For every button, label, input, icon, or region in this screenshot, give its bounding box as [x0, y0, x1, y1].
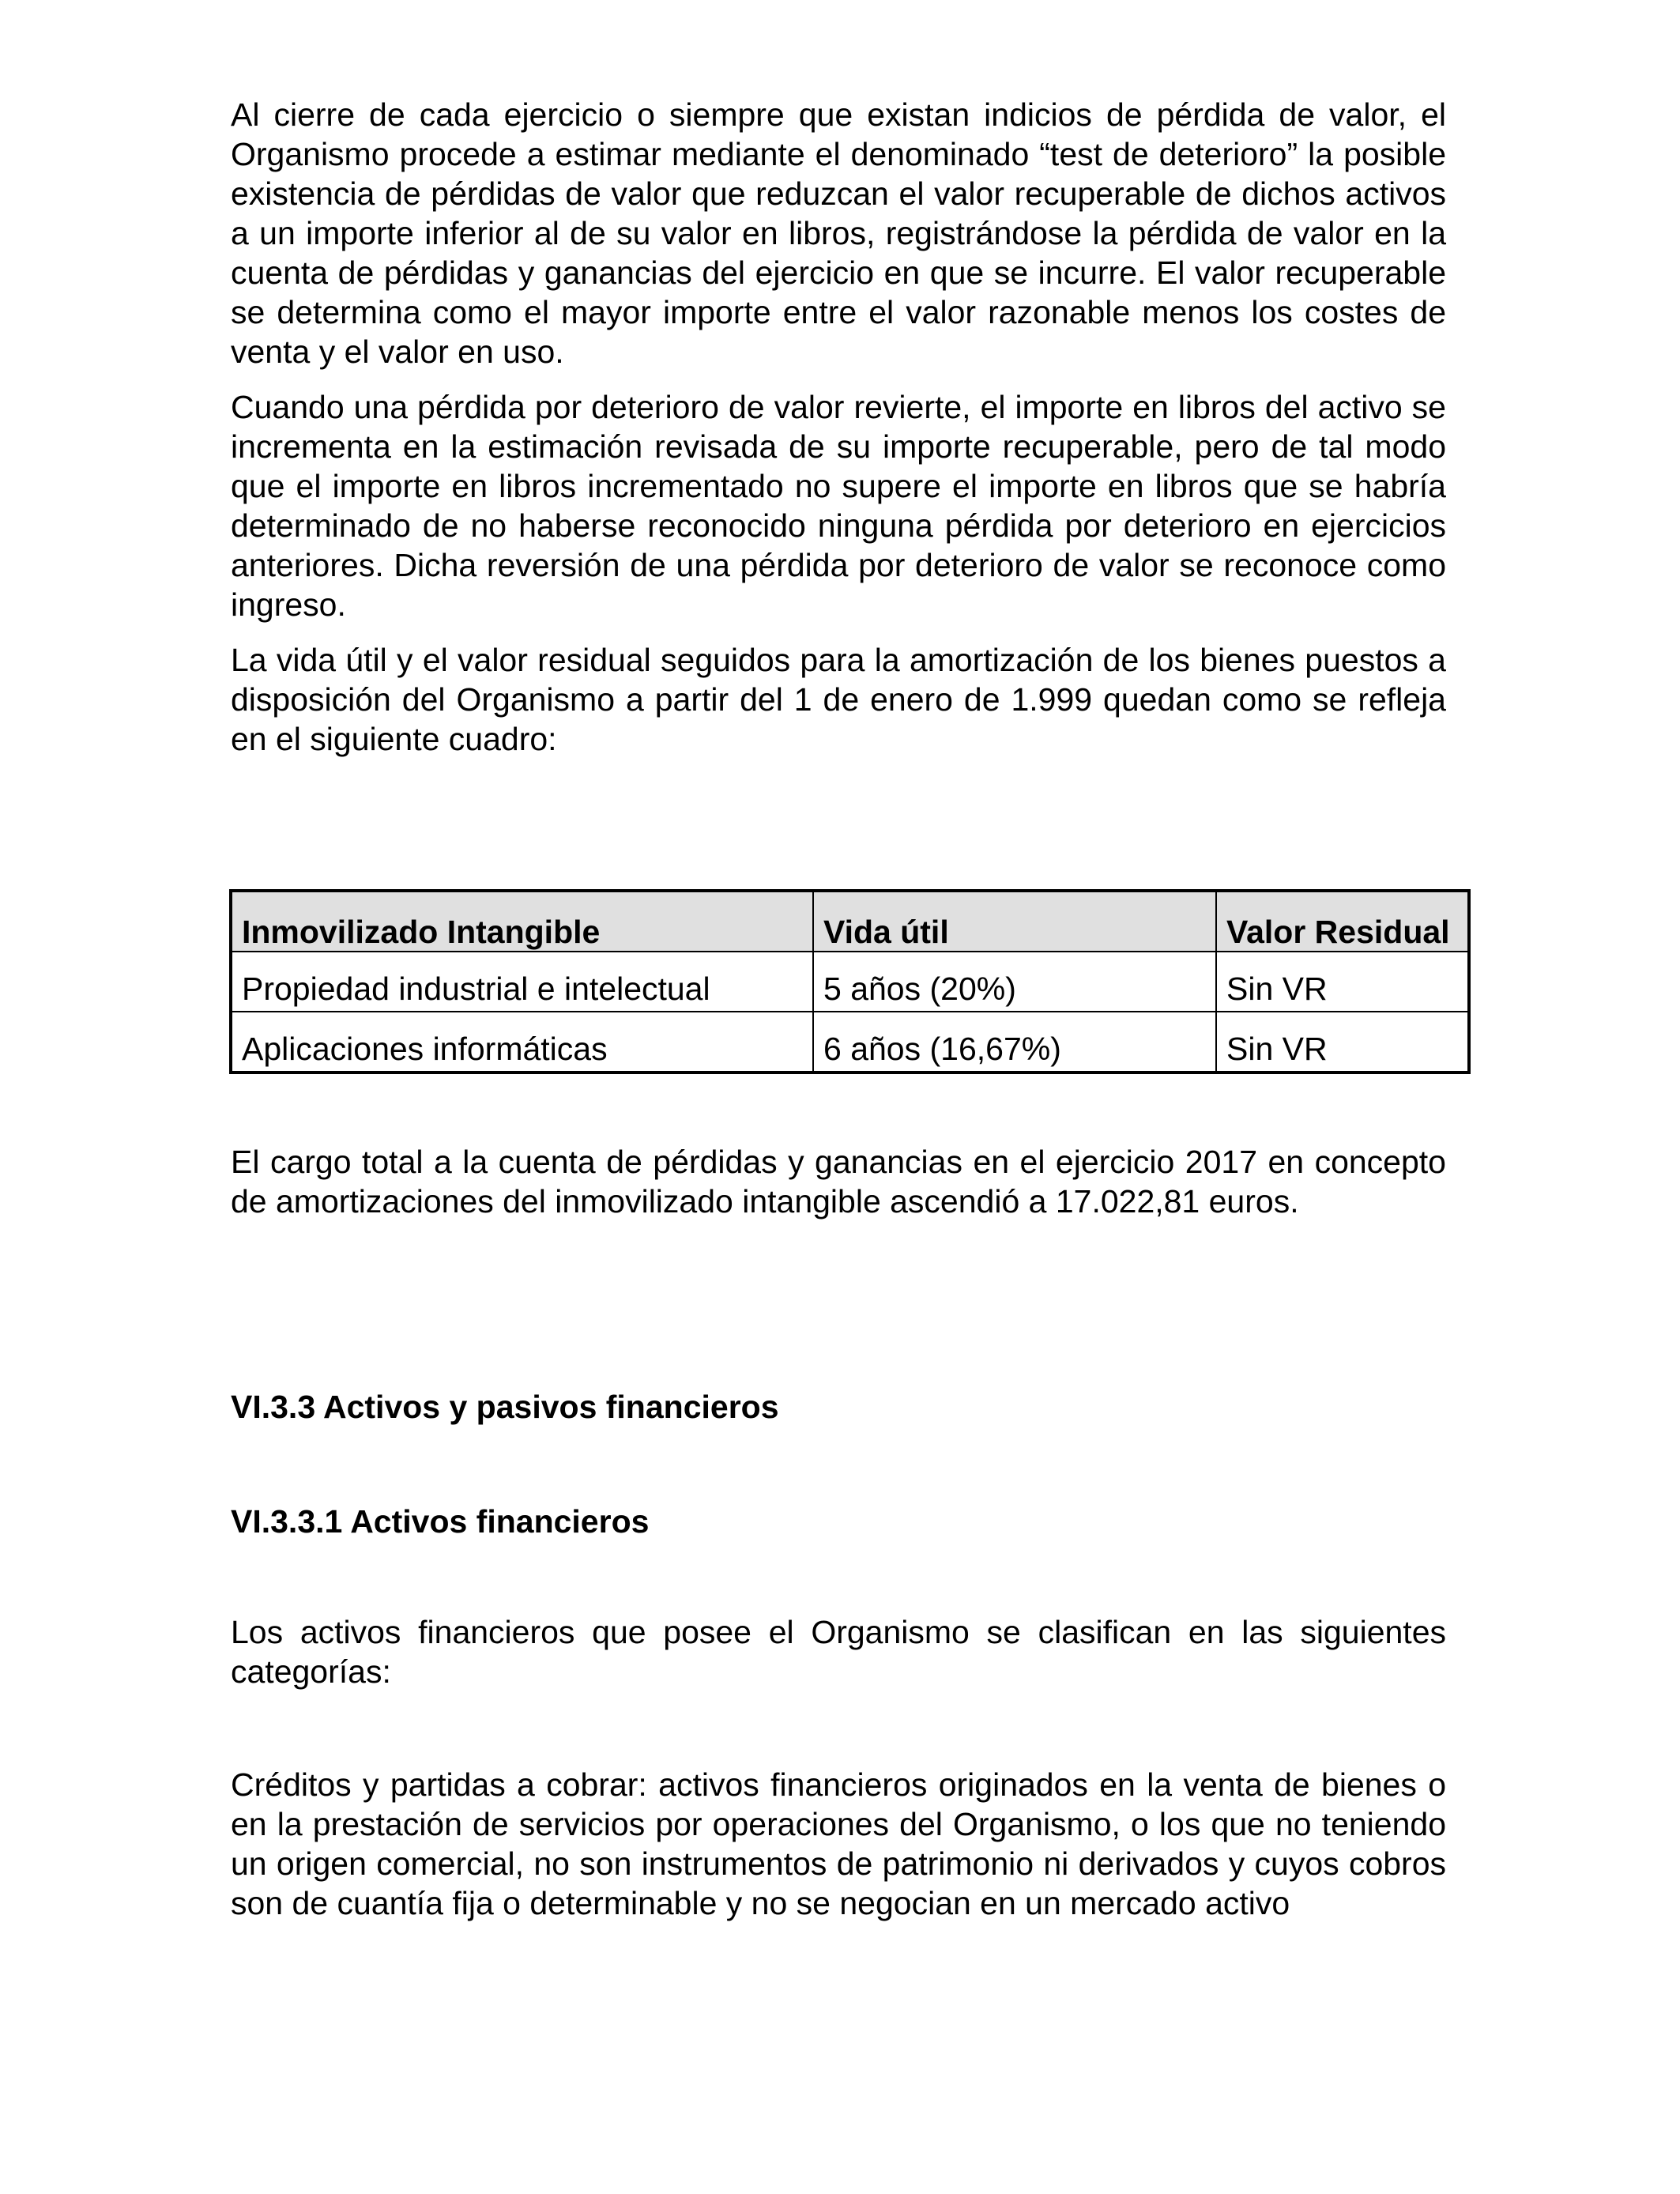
table-cell: 5 años (20%) [813, 952, 1216, 1012]
table-row [231, 1012, 1469, 1072]
intangible-assets-table [229, 889, 1471, 1074]
paragraph-amortization-charge: El cargo total a la cuenta de pérdidas y ganancias en el ejercicio 2017 en concepto de amortizaciones del inmovilizado intangible ascendió a 17.022,81 euros. [231, 1144, 1446, 1220]
subsection-heading: VI.3.3.1 Activos financieros [231, 1503, 650, 1540]
paragraph-impairment-reversal: Cuando una pérdida por deterioro de valor revierte, el importe en libros del activo se incrementa en la estimación revisada de su importe recuperable, pero de tal modo que el importe en libros incrementado no supere el importe en libros que se habría determinado de no haberse reconocido ninguna pérdida por deterioro en ejercicios anteriores. Dicha reversión de una pérdida por deterioro de valor se reconoce como ingreso. [231, 389, 1446, 623]
table-cell: Aplicaciones informáticas [231, 1012, 813, 1072]
paragraph-financial-assets-intro: Los activos financieros que posee el Organismo se clasifican en las siguientes categorías: [231, 1614, 1446, 1690]
paragraph-impairment-test: Al cierre de cada ejercicio o siempre que existan indicios de pérdida de valor, el Organismo procede a estimar mediante el denominado “test de deterioro” la posible existencia de pérdidas de valor que reduzcan el valor recuperable de dichos activos a un importe inferior al de su valor en libros, registrándose la pérdida de valor en la cuenta de pérdidas y ganancias del ejercicio en que se incurre. El valor recuperable se determina como el mayor importe entre el valor razonable menos los costes de venta y el valor en uso. [231, 96, 1446, 370]
table-cell: Sin VR [1216, 1012, 1469, 1072]
table-cell: 6 años (16,67%) [813, 1012, 1216, 1072]
table-header-cell: Vida útil [813, 891, 1216, 952]
paragraph-credits-receivables: Créditos y partidas a cobrar: activos financieros originados en la venta de bienes o en la prestación de servicios por operaciones del Organismo, o los que no teniendo un origen comercial, no son instrumentos de patrimonio ni derivados y cuyos cobros son de cuantía fija o determinable y no se negocian en un mercado activo [231, 1766, 1446, 1921]
table-header-row [231, 891, 1469, 952]
table-cell: Sin VR [1216, 952, 1469, 1012]
table-row [231, 952, 1469, 1012]
table-header-cell: Valor Residual [1216, 891, 1469, 952]
table-cell: Propiedad industrial e intelectual [231, 952, 813, 1012]
section-heading: VI.3.3 Activos y pasivos financieros [231, 1389, 779, 1425]
table-header-cell: Inmovilizado Intangible [231, 891, 813, 952]
paragraph-useful-life-intro: La vida útil y el valor residual seguidos para la amortización de los bienes puestos a disposición del Organismo a partir del 1 de enero de 1.999 quedan como se refleja en el siguiente cuadro: [231, 642, 1446, 757]
